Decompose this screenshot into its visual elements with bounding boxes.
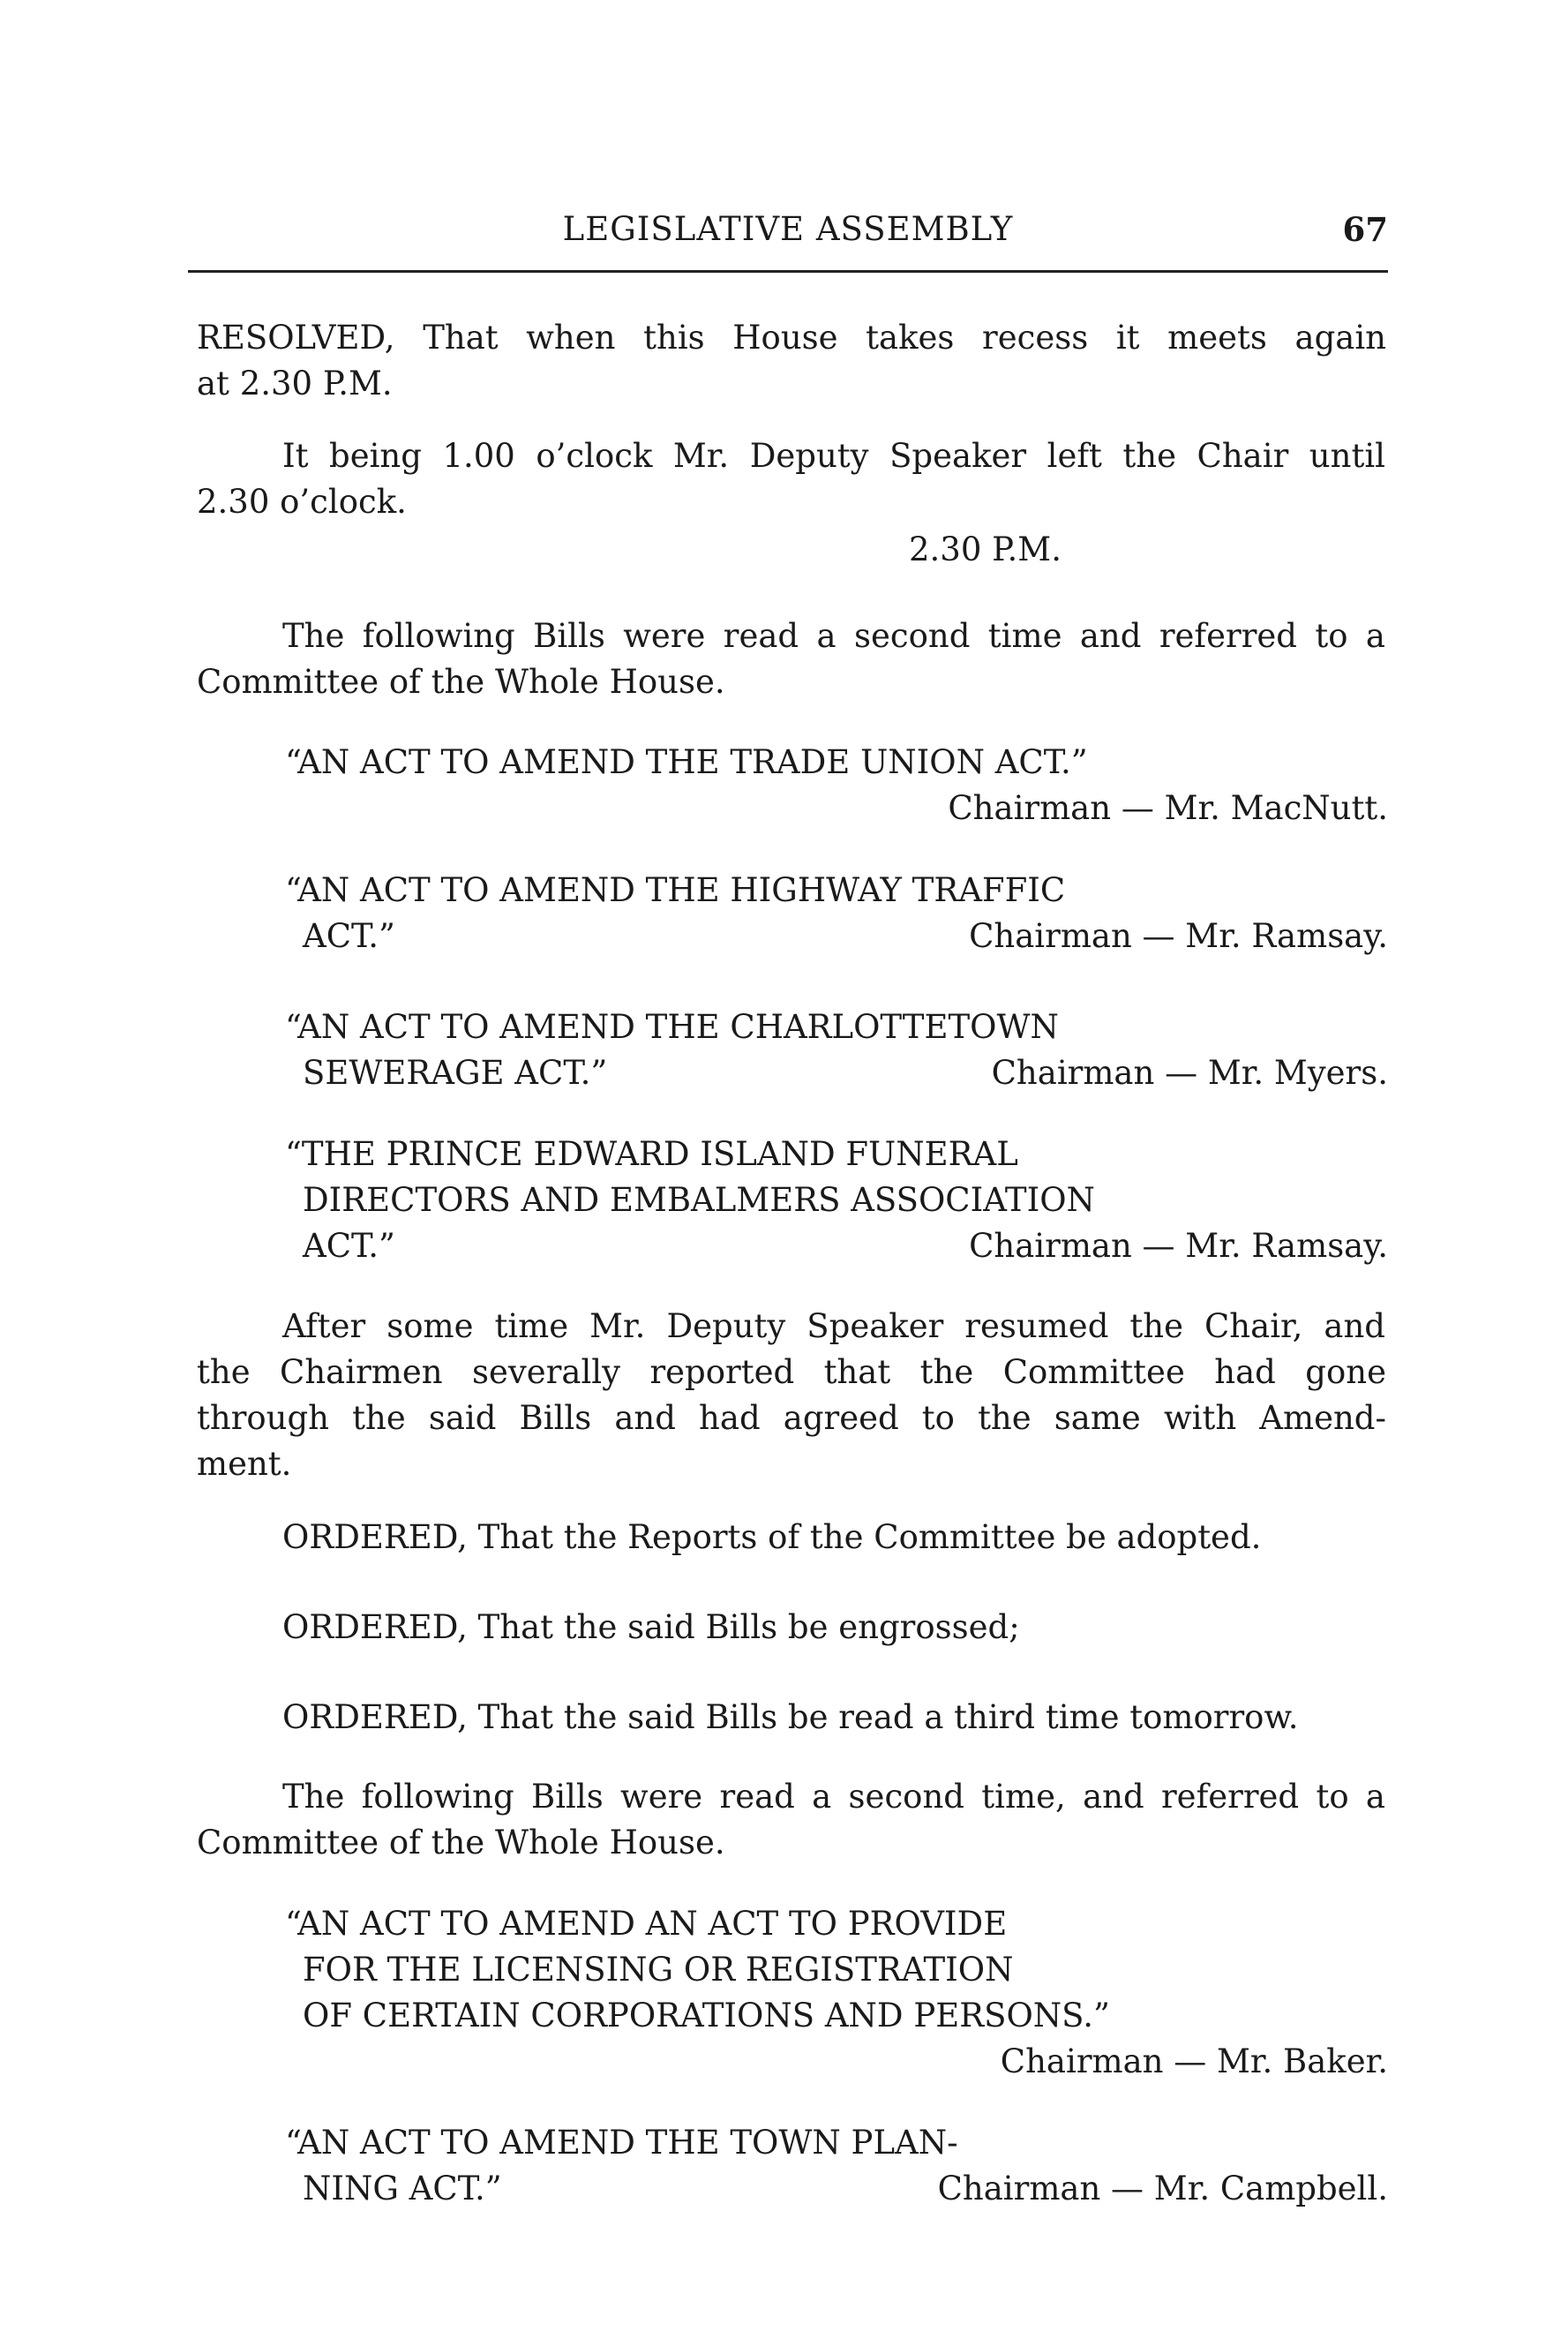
bill-chairman: Chairman — Mr. Campbell. (937, 2170, 1388, 2207)
bill-chairman: Chairman — Mr. Ramsay. (969, 1227, 1388, 1265)
report-line-3: through the said Bills and had agreed to the same with Amend- (197, 1399, 1386, 1437)
bill-title-line: FOR THE LICENSING OR REGISTRATION (303, 1951, 1014, 1989)
ordered-third-reading: ORDERED, That the said Bills be read a third time tomorrow. (282, 1698, 1299, 1736)
ordered-engrossed: ORDERED, That the said Bills be engrossed; (282, 1608, 1020, 1646)
recess-line-1: It being 1.00 o’clock Mr. Deputy Speaker left the Chair until (282, 437, 1385, 475)
recess-line-2: 2.30 o’clock. (197, 483, 407, 521)
bill-title-line: SEWERAGE ACT.” (303, 1054, 608, 1092)
bill-chairman: Chairman — Mr. MacNutt. (948, 789, 1388, 827)
ordered-adopted: ORDERED, That the Reports of the Committee be adopted. (282, 1518, 1262, 1556)
bill-title-line: ACT.” (303, 917, 395, 955)
running-title: LEGISLATIVE ASSEMBLY (562, 210, 1014, 248)
bill-title-line: DIRECTORS AND EMBALMERS ASSOCIATION (303, 1181, 1095, 1219)
bill-title-line: ACT.” (303, 1227, 395, 1265)
bill-title-line: NING ACT.” (303, 2170, 502, 2207)
bill-title-line: “AN ACT TO AMEND THE CHARLOTTETOWN (285, 1008, 1059, 1046)
header-rule (188, 270, 1388, 273)
bill-chairman: Chairman — Mr. Myers. (991, 1054, 1388, 1092)
report-line-4: ment. (197, 1445, 292, 1483)
resolution-line-1: RESOLVED, That when this House takes recess it meets again (197, 319, 1386, 357)
session-time: 2.30 P.M. (909, 530, 1062, 568)
bill-title-line: “THE PRINCE EDWARD ISLAND FUNERAL (285, 1135, 1018, 1173)
page-number: 67 (1342, 210, 1388, 249)
bill-title-line: “AN ACT TO AMEND THE TRADE UNION ACT.” (285, 743, 1088, 781)
bill-title-line: OF CERTAIN CORPORATIONS AND PERSONS.” (303, 1997, 1110, 2034)
second-reading-2-line-2: Committee of the Whole House. (197, 1824, 725, 1861)
bill-chairman: Chairman — Mr. Ramsay. (969, 917, 1388, 955)
page-header (188, 210, 1388, 263)
report-line-1: After some time Mr. Deputy Speaker resumed the Chair, and (282, 1307, 1385, 1345)
second-reading-line-1: The following Bills were read a second time and referred to a (282, 617, 1385, 655)
bill-chairman: Chairman — Mr. Baker. (1000, 2042, 1388, 2080)
second-reading-2-line-1: The following Bills were read a second time, and referred to a (282, 1778, 1385, 1816)
bill-title-line: “AN ACT TO AMEND THE TOWN PLAN- (285, 2124, 958, 2162)
bill-title-line: “AN ACT TO AMEND AN ACT TO PROVIDE (285, 1905, 1008, 1943)
second-reading-line-2: Committee of the Whole House. (197, 663, 725, 701)
resolution-line-2: at 2.30 P.M. (197, 365, 393, 402)
report-line-2: the Chairmen severally reported that the Committee had gone (197, 1353, 1386, 1391)
bill-title-line: “AN ACT TO AMEND THE HIGHWAY TRAFFIC (285, 871, 1066, 909)
